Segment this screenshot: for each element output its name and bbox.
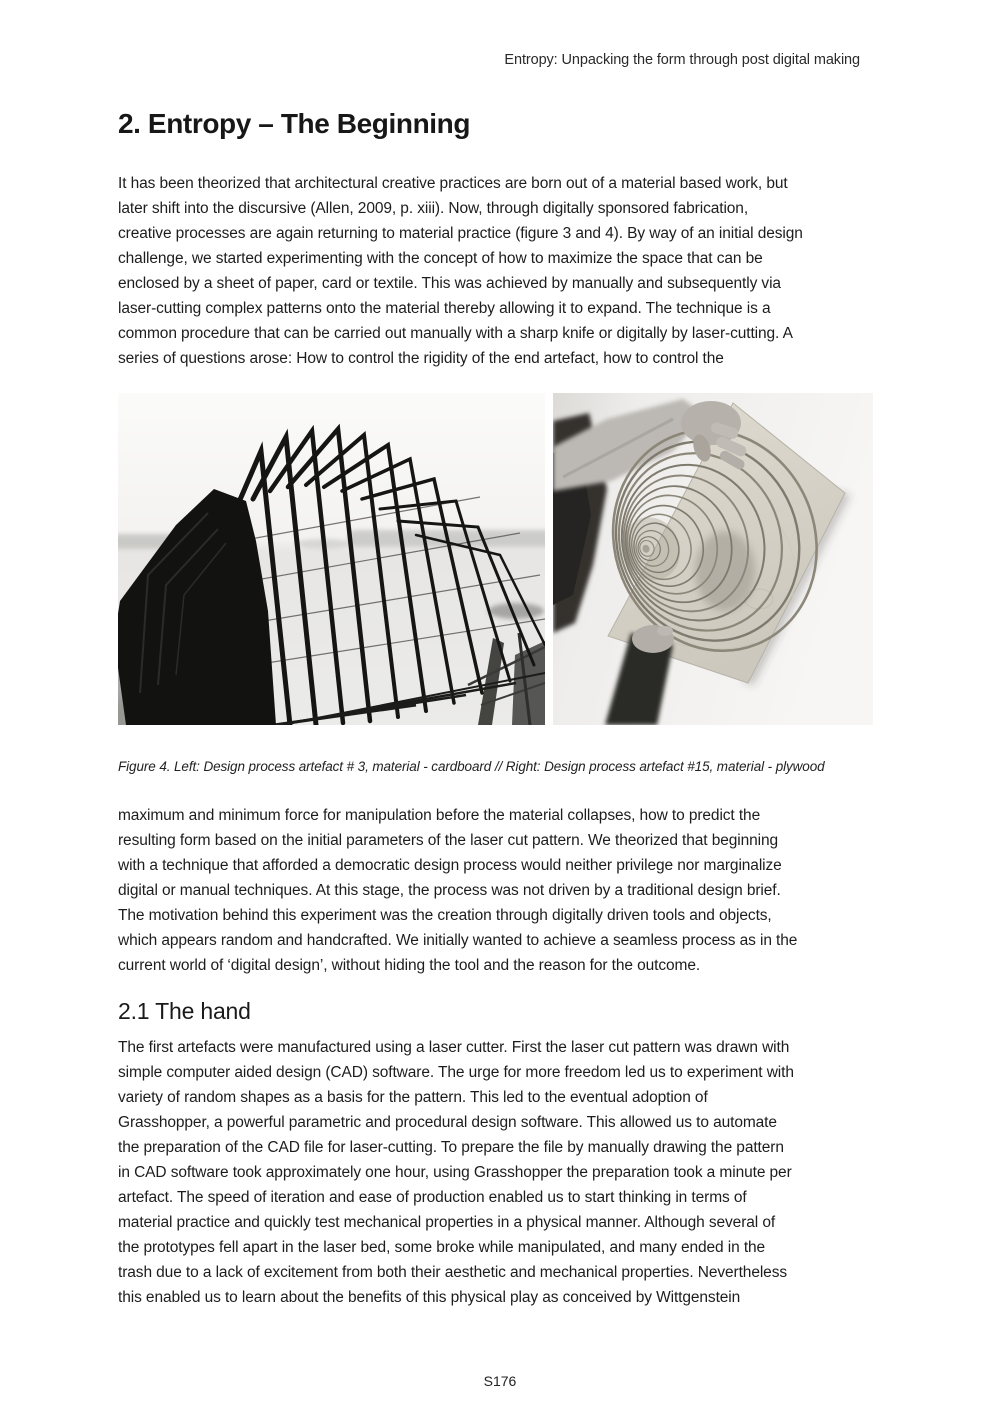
figure-caption: Figure 4. Left: Design process artefact # 3, material - cardboard // Right: Design process artefact #15, material - plywood: [118, 759, 825, 774]
cardboard-fan-photo: [118, 393, 545, 725]
text-line: later shift into the discursive (Allen, 2009, p. xiii). Now, through digitally sponsored fabrication,: [118, 200, 749, 217]
paragraph-3: [118, 1035, 882, 1310]
text-line: resulting form based on the initial parameters of the laser cut pattern. We theorized that beginning: [118, 832, 779, 849]
paragraph-2: [118, 803, 882, 978]
text-line: Grasshopper, a powerful parametric and procedural design software. This allowed us to automate: [118, 1114, 777, 1131]
text-line: this enabled us to learn about the benefits of this physical play as conceived by Wittgenstein: [118, 1289, 741, 1306]
text-line: variety of random shapes as a basis for the pattern. This led to the eventual adoption of: [118, 1089, 708, 1106]
text-line: simple computer aided design (CAD) software. The urge for more freedom led us to experiment with: [118, 1064, 794, 1081]
text-line: series of questions arose: How to control the rigidity of the end artefact, how to control the: [118, 350, 724, 367]
subsection-heading: 2.1 The hand: [118, 998, 251, 1024]
text-line: artefact. The speed of iteration and ease of production enabled us to start thinking in terms of: [118, 1189, 747, 1206]
text-line: The motivation behind this experiment was the creation through digitally driven tools and objects,: [118, 907, 772, 924]
text-line: enclosed by a sheet of paper, card or textile. This was achieved by manually and subsequently via: [118, 275, 781, 292]
plywood-spiral-photo: [553, 393, 873, 725]
text-line: common procedure that can be carried out manually with a sharp knife or digitally by laser-cutting. A: [118, 325, 793, 342]
section-heading: 2. Entropy – The Beginning: [118, 108, 471, 139]
running-header: Entropy: Unpacking the form through post digital making: [504, 52, 860, 68]
text-line: with a technique that afforded a democratic design process would neither privilege nor marginalize: [118, 857, 782, 874]
text-line: digital or manual techniques. At this stage, the process was not driven by a traditional design brief.: [118, 882, 781, 899]
text-line: the prototypes fell apart in the laser bed, some broke while manipulated, and many ended in the: [118, 1239, 766, 1256]
text-line: the preparation of the CAD file for laser-cutting. To prepare the file by manually drawing the pattern: [118, 1139, 784, 1156]
paragraph-1: [118, 171, 882, 371]
page-number: S176: [483, 1373, 517, 1389]
text-line: maximum and minimum force for manipulation before the material collapses, how to predict the: [118, 807, 761, 824]
text-line: The first artefacts were manufactured using a laser cutter. First the laser cut pattern was drawn with: [118, 1039, 790, 1056]
figure-4: [118, 393, 882, 725]
text-line: current world of ‘digital design’, without hiding the tool and the reason for the outcome.: [118, 957, 701, 974]
text-line: in CAD software took approximately one hour, using Grasshopper the preparation took a minute per: [118, 1164, 792, 1181]
text-line: which appears random and handcrafted. We initially wanted to achieve a seamless process as in the: [118, 932, 798, 949]
text-line: It has been theorized that architectural creative practices are born out of a material based work, but: [118, 175, 788, 192]
text-line: material practice and quickly test mechanical properties in a physical manner. Although several of: [118, 1214, 776, 1231]
text-line: creative processes are again returning to material practice (figure 3 and 4). By way of an initial design: [118, 225, 803, 242]
text-line: challenge, we started experimenting with the concept of how to maximize the space that can be: [118, 250, 763, 267]
text-line: laser-cutting complex patterns onto the material thereby allowing it to expand. The technique is a: [118, 300, 771, 317]
text-line: trash due to a lack of excitement from both their aesthetic and mechanical properties. Nevertheless: [118, 1264, 788, 1281]
